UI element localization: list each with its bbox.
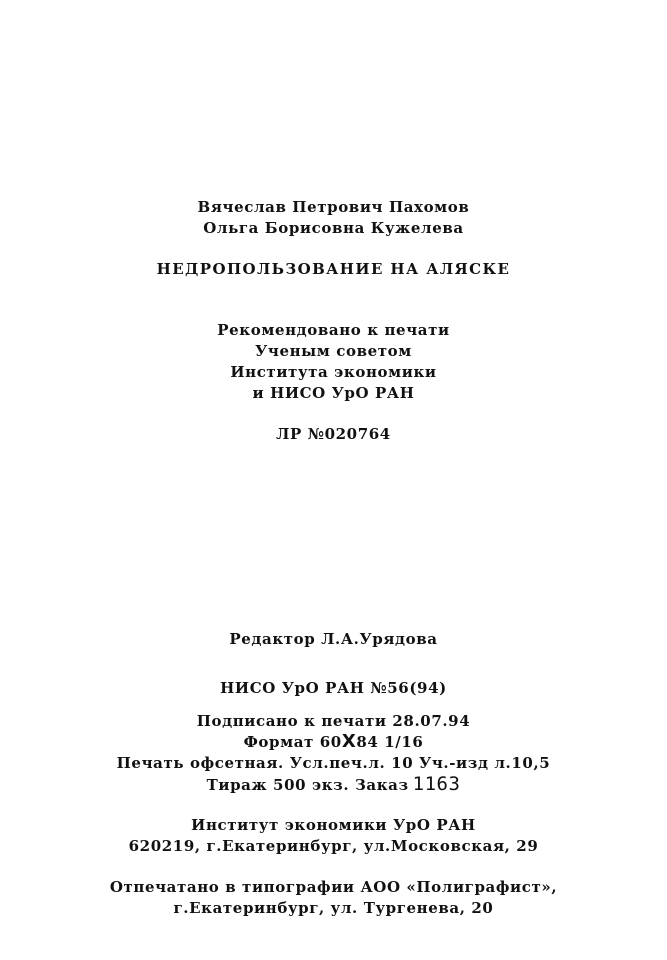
book-title: НЕДРОПОЛЬЗОВАНИЕ НА АЛЯСКЕ (156, 260, 511, 278)
format-prefix: Формат 60 (243, 733, 342, 751)
recommendation-line: и НИСО УрО РАН (252, 384, 415, 402)
license-number: ЛР №020764 (276, 425, 391, 443)
editor-line: Редактор Л.А.Урядова (229, 630, 438, 648)
order-number: 1163 (412, 773, 461, 795)
printing-house-address: г.Екатеринбург, ул. Тургенева, 20 (173, 899, 494, 917)
format-x: X (341, 731, 357, 752)
print-run-line (0, 774, 667, 795)
printing-house: Отпечатано в типографии АОО «Полиграфист», (109, 878, 558, 896)
author-name: Ольга Борисовна Кужелева (203, 219, 464, 237)
recommendation-line: Рекомендовано к печати (217, 321, 450, 339)
institute-address: 620219, г.Екатеринбург, ул.Московская, 29 (128, 837, 539, 855)
format-suffix: 84 1/16 (356, 733, 424, 751)
recommendation-line: Института экономики (230, 363, 437, 381)
print-info: Печать офсетная. Усл.печ.л. 10 Уч.-изд л.10,5 (116, 754, 551, 772)
print-run: Тираж 500 экз. Заказ (206, 776, 409, 794)
recommendation-line: Ученым советом (255, 342, 412, 360)
publisher-number: НИСО УрО РАН №56(94) (220, 679, 447, 697)
format-line (0, 732, 667, 752)
institute-name: Институт экономики УрО РАН (191, 816, 476, 834)
author-name: Вячеслав Петрович Пахомов (197, 198, 470, 216)
signed-for-print: Подписано к печати 28.07.94 (196, 712, 471, 730)
